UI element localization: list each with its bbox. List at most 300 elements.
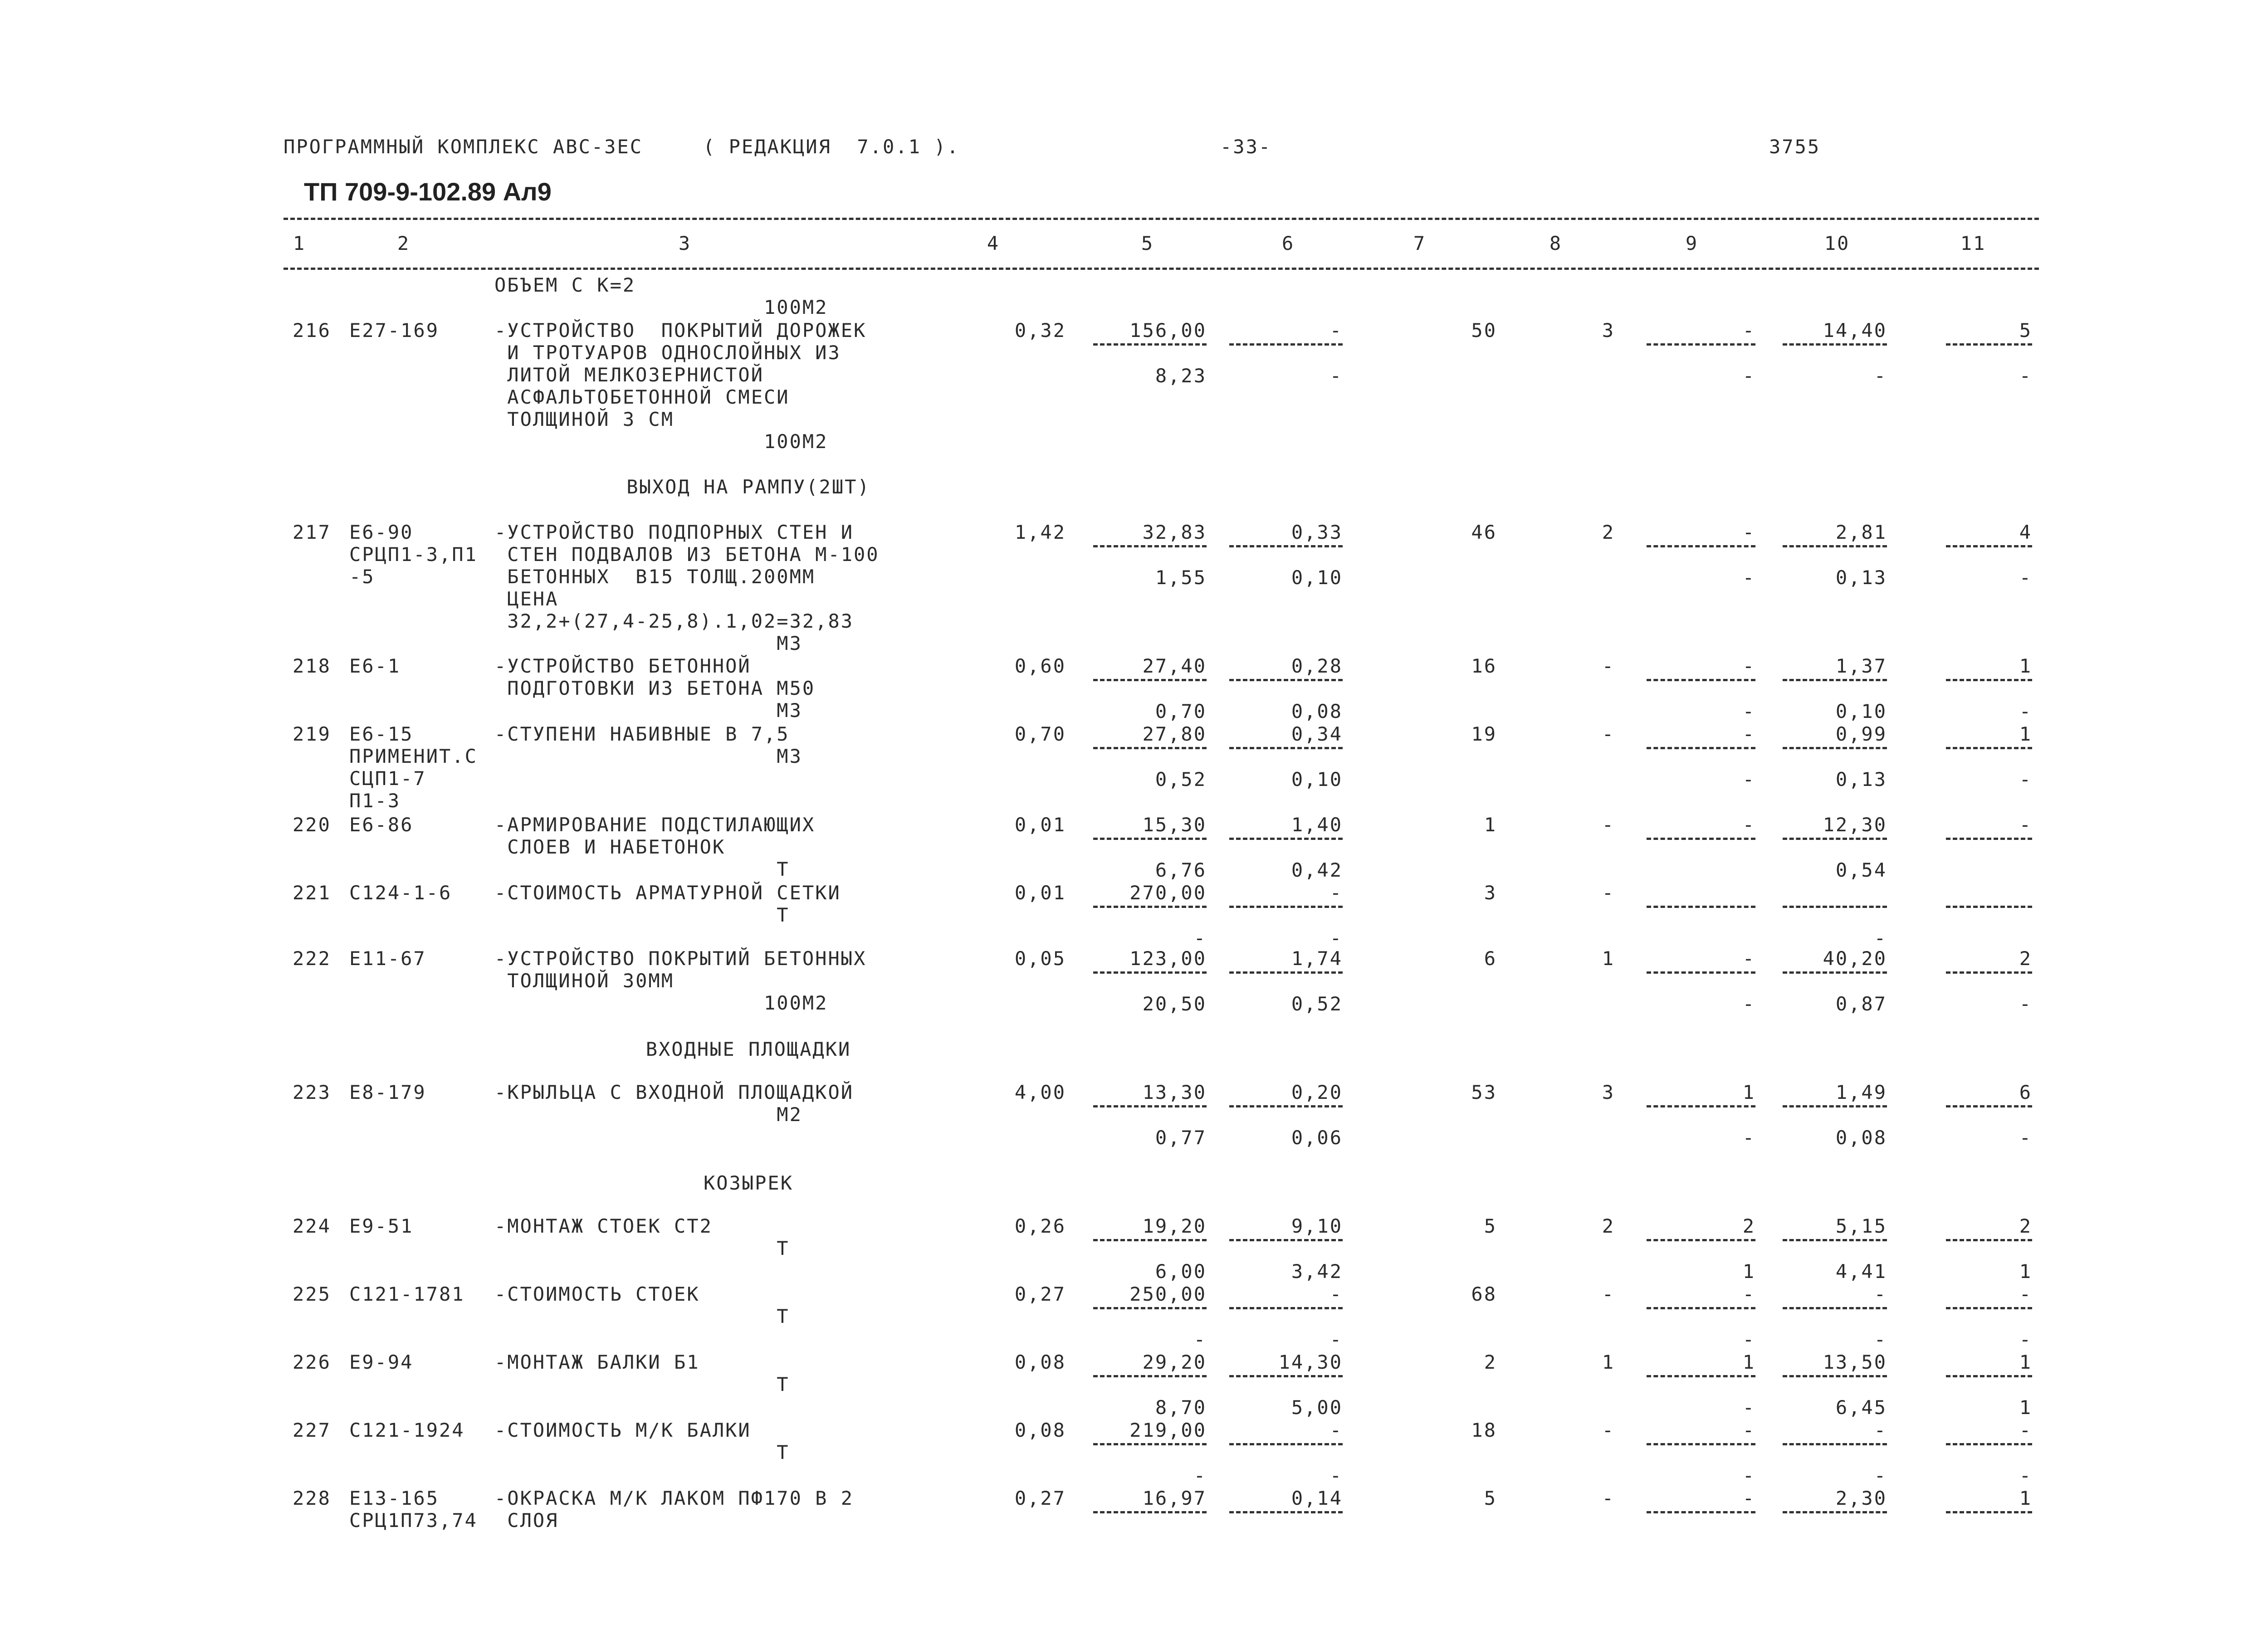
cell-c11-lower: 1 xyxy=(2019,1260,2032,1283)
cell-c5-divider xyxy=(1093,906,1207,908)
cell-c9-upper: - xyxy=(1742,814,1755,836)
item-description: ТОЛЩИНОЙ 3 СМ xyxy=(494,408,675,430)
cell-c5-upper: 32,83 xyxy=(1142,521,1207,543)
item-description: ЦЕНА xyxy=(494,588,559,610)
item-description: Т xyxy=(494,904,790,926)
cell-c6-divider xyxy=(1229,343,1343,346)
cell-c9-upper: - xyxy=(1742,1487,1755,1509)
item-code: С121-1924 xyxy=(349,1419,465,1441)
cell-c11-upper: 5 xyxy=(2019,319,2032,341)
item-code: Е6-90 xyxy=(349,521,414,543)
item-code: Е8-179 xyxy=(349,1081,426,1103)
item-description: СТЕН ПОДВАЛОВ ИЗ БЕТОНА М-100 xyxy=(494,543,880,566)
cell-c11-lower: - xyxy=(2019,566,2032,589)
cell-c6-upper: - xyxy=(1330,1419,1343,1441)
cell-c9-lower: - xyxy=(1742,768,1755,790)
row-number: 222 xyxy=(293,947,331,970)
cell-c10-divider xyxy=(1783,679,1887,681)
row-number: 220 xyxy=(293,814,331,836)
column-number-3: 3 xyxy=(678,232,692,254)
item-description: М3 xyxy=(494,699,802,722)
item-description: БЕТОННЫХ В15 ТОЛЩ.200ММ xyxy=(494,566,816,588)
cell-c6-divider xyxy=(1229,679,1343,681)
item-code: Е6-1 xyxy=(349,655,401,677)
column-number-2: 2 xyxy=(397,232,411,254)
cell-quantity: 4,00 xyxy=(1014,1081,1066,1103)
cell-quantity: 1,42 xyxy=(1014,521,1066,543)
cell-c9-lower: - xyxy=(1742,365,1755,387)
cell-c5-upper: 123,00 xyxy=(1129,947,1207,970)
cell-c9-divider xyxy=(1647,971,1755,974)
cell-c9-lower: - xyxy=(1742,1328,1755,1351)
cell-c9-divider xyxy=(1647,838,1755,840)
cell-c9-upper: - xyxy=(1742,1419,1755,1441)
cell-c6-upper: 1,74 xyxy=(1291,947,1343,970)
cell-c10-divider xyxy=(1783,1511,1887,1513)
item-code: Е9-51 xyxy=(349,1215,414,1237)
cell-c5-divider xyxy=(1093,545,1207,547)
section-heading: ВХОДНЫЕ ПЛОЩАДКИ xyxy=(645,1038,851,1060)
item-description: -УСТРОЙСТВО ПОКРЫТИЙ БЕТОННЫХ xyxy=(494,947,867,970)
cell-c11-divider xyxy=(1946,906,2032,908)
item-code: Е27-169 xyxy=(349,319,440,341)
cell-c9-lower: - xyxy=(1742,566,1755,589)
cell-c11-upper: 1 xyxy=(2019,1351,2032,1373)
cell-c6-upper: 9,10 xyxy=(1291,1215,1343,1237)
cell-c6-lower: - xyxy=(1330,1328,1343,1351)
cell-c6-divider xyxy=(1229,1105,1343,1107)
cell-c10-divider xyxy=(1783,545,1887,547)
cell-c5-lower: 8,70 xyxy=(1155,1396,1207,1419)
cell-c5-divider xyxy=(1093,838,1207,840)
cell-c10-divider xyxy=(1783,1443,1887,1445)
item-description: -СТОИМОСТЬ М/К БАЛКИ xyxy=(494,1419,751,1441)
cell-c5-divider xyxy=(1093,971,1207,974)
cell-c5-divider xyxy=(1093,747,1207,749)
row-number: 225 xyxy=(293,1283,331,1305)
cell-c6-upper: - xyxy=(1330,319,1343,341)
cell-col8: 2 xyxy=(1602,1215,1615,1237)
cell-c6-divider xyxy=(1229,545,1343,547)
cell-col8: 3 xyxy=(1602,319,1615,341)
cell-c10-lower: - xyxy=(1874,1464,1887,1487)
cell-c10-upper: 13,50 xyxy=(1823,1351,1887,1373)
cell-c5-lower: 8,23 xyxy=(1155,365,1207,387)
cell-c5-divider xyxy=(1093,1105,1207,1107)
cell-c9-lower: - xyxy=(1742,1464,1755,1487)
cell-c11-upper: 2 xyxy=(2019,947,2032,970)
row-number: 228 xyxy=(293,1487,331,1509)
row-number: 219 xyxy=(293,723,331,745)
cell-col8: - xyxy=(1602,1283,1615,1305)
item-code: С124-1-6 xyxy=(349,882,452,904)
item-code: -5 xyxy=(349,566,375,588)
cell-c11-upper: - xyxy=(2019,814,2032,836)
cell-c5-lower: 6,00 xyxy=(1155,1260,1207,1283)
item-code: Е11-67 xyxy=(349,947,426,970)
cell-c11-upper: 2 xyxy=(2019,1215,2032,1237)
cell-c5-lower: - xyxy=(1193,1328,1207,1351)
cell-c11-lower: 1 xyxy=(2019,1396,2032,1419)
cell-c5-upper: 270,00 xyxy=(1129,882,1207,904)
cell-c11-upper: 1 xyxy=(2019,723,2032,745)
item-description: -МОНТАЖ СТОЕК СТ2 xyxy=(494,1215,713,1237)
column-number-5: 5 xyxy=(1141,232,1154,254)
cell-c6-lower: - xyxy=(1330,1464,1343,1487)
column-number-7: 7 xyxy=(1413,232,1427,254)
cell-col7: 3 xyxy=(1484,882,1497,904)
cell-quantity: 0,08 xyxy=(1014,1419,1066,1441)
cell-quantity: 0,32 xyxy=(1014,319,1066,341)
item-code: С121-1781 xyxy=(349,1283,465,1305)
cell-c10-upper: 40,20 xyxy=(1823,947,1887,970)
cell-c10-lower: 0,13 xyxy=(1835,566,1887,589)
cell-c10-upper: 12,30 xyxy=(1823,814,1887,836)
cell-c5-lower: - xyxy=(1193,927,1207,949)
row-number: 218 xyxy=(293,655,331,677)
cell-c6-divider xyxy=(1229,1443,1343,1445)
cell-c10-upper: 14,40 xyxy=(1823,319,1887,341)
cell-c11-upper: 4 xyxy=(2019,521,2032,543)
cell-c9-divider xyxy=(1647,343,1755,346)
cell-c10-lower: 6,45 xyxy=(1835,1396,1887,1419)
cell-c5-upper: 27,40 xyxy=(1142,655,1207,677)
cell-c5-divider xyxy=(1093,1375,1207,1377)
cell-c11-upper: - xyxy=(2019,1283,2032,1305)
cell-c5-upper: 219,00 xyxy=(1129,1419,1207,1441)
column-number-10: 10 xyxy=(1824,232,1850,254)
section-heading: КОЗЫРЕК xyxy=(703,1172,793,1194)
cell-c9-upper: - xyxy=(1742,723,1755,745)
cell-c10-divider xyxy=(1783,343,1887,346)
column-number-1: 1 xyxy=(293,232,306,254)
cell-c10-lower: 0,87 xyxy=(1835,993,1887,1015)
row-number: 227 xyxy=(293,1419,331,1441)
item-code: Е6-86 xyxy=(349,814,414,836)
cell-c5-upper: 19,20 xyxy=(1142,1215,1207,1237)
item-description: 100М2 xyxy=(494,992,828,1014)
cell-c10-lower: 4,41 xyxy=(1835,1260,1887,1283)
cell-quantity: 0,60 xyxy=(1014,655,1066,677)
cell-c6-divider xyxy=(1229,1239,1343,1241)
cell-c10-upper: 2,81 xyxy=(1835,521,1887,543)
cell-c6-divider xyxy=(1229,747,1343,749)
cell-c6-upper: - xyxy=(1330,882,1343,904)
cell-c6-lower: 0,10 xyxy=(1291,566,1343,589)
cell-quantity: 0,26 xyxy=(1014,1215,1066,1237)
cell-c11-upper: 1 xyxy=(2019,1487,2032,1509)
item-code: СРЦ1П73,74 xyxy=(349,1509,478,1532)
cell-c9-divider xyxy=(1647,1105,1755,1107)
cell-col7: 53 xyxy=(1471,1081,1497,1103)
cell-c6-lower: 0,10 xyxy=(1291,768,1343,790)
cell-col8: - xyxy=(1602,814,1615,836)
cell-c11-lower: - xyxy=(2019,1328,2032,1351)
cell-col7: 68 xyxy=(1471,1283,1497,1305)
cell-c10-lower: - xyxy=(1874,365,1887,387)
item-description: -СТОИМОСТЬ АРМАТУРНОЙ СЕТКИ xyxy=(494,882,841,904)
cell-c6-lower: 0,08 xyxy=(1291,700,1343,722)
cell-c11-lower: - xyxy=(2019,1127,2032,1149)
row-number: 216 xyxy=(293,319,331,341)
cell-c11-divider xyxy=(1946,1511,2032,1513)
cell-c9-upper: - xyxy=(1742,521,1755,543)
cell-c5-upper: 16,97 xyxy=(1142,1487,1207,1509)
cell-c9-divider xyxy=(1647,1375,1755,1377)
cell-quantity: 0,01 xyxy=(1014,814,1066,836)
cell-c10-divider xyxy=(1783,1375,1887,1377)
cell-c9-lower: - xyxy=(1742,700,1755,722)
cell-c9-divider xyxy=(1647,1307,1755,1309)
cell-c5-upper: 15,30 xyxy=(1142,814,1207,836)
cell-c9-divider xyxy=(1647,906,1755,908)
cell-c10-upper: 1,37 xyxy=(1835,655,1887,677)
edition: ( РЕДАКЦИЯ 7.0.1 ). xyxy=(703,136,960,158)
cell-col7: 2 xyxy=(1484,1351,1497,1373)
item-code: Е13-165 xyxy=(349,1487,440,1509)
cell-c6-lower: 5,00 xyxy=(1291,1396,1343,1419)
cell-c6-lower: 0,06 xyxy=(1291,1127,1343,1149)
cell-c10-upper: 0,99 xyxy=(1835,723,1887,745)
cell-quantity: 0,27 xyxy=(1014,1283,1066,1305)
cell-col8: 2 xyxy=(1602,521,1615,543)
row-number: 224 xyxy=(293,1215,331,1237)
item-description: М3 xyxy=(494,632,802,654)
cell-c11-lower: - xyxy=(2019,365,2032,387)
cell-c5-lower: - xyxy=(1193,1464,1207,1487)
cell-c5-upper: 250,00 xyxy=(1129,1283,1207,1305)
item-description: Т xyxy=(494,1237,790,1259)
item-description: СЛОЯ xyxy=(494,1509,559,1532)
item-description: 100М2 xyxy=(494,430,828,453)
cell-c9-upper: - xyxy=(1742,1283,1755,1305)
cell-c11-divider xyxy=(1946,1105,2032,1107)
item-description: СЛОЕВ И НАБЕТОНОК xyxy=(494,836,726,858)
item-code: СЦП1-7 xyxy=(349,767,426,790)
cell-col8: - xyxy=(1602,1487,1615,1509)
cell-c10-upper: - xyxy=(1874,1419,1887,1441)
item-description: ПОДГОТОВКИ ИЗ БЕТОНА М50 xyxy=(494,677,816,699)
item-description: 100М2 xyxy=(494,296,828,318)
cell-c5-divider xyxy=(1093,1239,1207,1241)
item-code: ПРИМЕНИТ.С xyxy=(349,745,478,767)
cell-c11-lower: - xyxy=(2019,1464,2032,1487)
cell-c9-upper: 1 xyxy=(1742,1081,1755,1103)
item-code: СРЦП1-3,П1 xyxy=(349,543,478,566)
cell-c9-upper: 2 xyxy=(1742,1215,1755,1237)
item-description: АСФАЛЬТОБЕТОННОЙ СМЕСИ xyxy=(494,386,790,408)
cell-quantity: 0,08 xyxy=(1014,1351,1066,1373)
cell-quantity: 0,01 xyxy=(1014,882,1066,904)
cell-c11-divider xyxy=(1946,1443,2032,1445)
cell-c6-divider xyxy=(1229,906,1343,908)
cell-c11-lower: - xyxy=(2019,768,2032,790)
cell-c10-lower: - xyxy=(1874,1328,1887,1351)
cell-c11-divider xyxy=(1946,747,2032,749)
cell-col8: - xyxy=(1602,882,1615,904)
cell-c6-upper: 0,33 xyxy=(1291,521,1343,543)
cell-c10-divider xyxy=(1783,1239,1887,1241)
cell-c11-divider xyxy=(1946,679,2032,681)
item-description: ЛИТОЙ МЕЛКОЗЕРНИСТОЙ xyxy=(494,364,764,386)
cell-c11-upper: 6 xyxy=(2019,1081,2032,1103)
section-heading: ВЫХОД НА РАМПУ(2ШТ) xyxy=(626,476,870,498)
cell-c6-upper: 14,30 xyxy=(1278,1351,1343,1373)
cell-c6-divider xyxy=(1229,971,1343,974)
cell-c10-lower: - xyxy=(1874,927,1887,949)
cell-col8: - xyxy=(1602,1419,1615,1441)
cell-col8: 1 xyxy=(1602,947,1615,970)
cell-c11-divider xyxy=(1946,838,2032,840)
cell-c11-upper: - xyxy=(2019,1419,2032,1441)
cell-c6-upper: 1,40 xyxy=(1291,814,1343,836)
item-description: Т xyxy=(494,1441,790,1463)
cell-c6-lower: - xyxy=(1330,365,1343,387)
cell-c11-lower: - xyxy=(2019,993,2032,1015)
cell-col8: 3 xyxy=(1602,1081,1615,1103)
cell-c5-upper: 29,20 xyxy=(1142,1351,1207,1373)
cell-col7: 50 xyxy=(1471,319,1497,341)
cell-col8: - xyxy=(1602,723,1615,745)
item-description: -УСТРОЙСТВО ПОКРЫТИЙ ДОРОЖЕК xyxy=(494,319,867,341)
item-description: ОБЪЕМ С К=2 xyxy=(494,274,636,296)
item-description: -УСТРОЙСТВО БЕТОННОЙ xyxy=(494,655,751,677)
item-description: М3 xyxy=(494,745,802,767)
cell-c10-divider xyxy=(1783,1105,1887,1107)
item-description: -СТУПЕНИ НАБИВНЫЕ В 7,5 xyxy=(494,723,790,745)
cell-c11-divider xyxy=(1946,1307,2032,1309)
cell-c11-lower: - xyxy=(2019,700,2032,722)
item-description: 32,2+(27,4-25,8).1,02=32,83 xyxy=(494,610,854,632)
cell-c9-upper: 1 xyxy=(1742,1351,1755,1373)
cell-c11-divider xyxy=(1946,343,2032,346)
column-number-6: 6 xyxy=(1281,232,1295,254)
cell-col7: 6 xyxy=(1484,947,1497,970)
item-description: М2 xyxy=(494,1103,802,1126)
cell-c10-lower: 0,10 xyxy=(1835,700,1887,722)
column-number-8: 8 xyxy=(1549,232,1563,254)
cell-c6-upper: 0,20 xyxy=(1291,1081,1343,1103)
column-number-4: 4 xyxy=(987,232,1000,254)
cell-c6-divider xyxy=(1229,1375,1343,1377)
cell-c5-lower: 0,70 xyxy=(1155,700,1207,722)
cell-c10-lower: 0,08 xyxy=(1835,1127,1887,1149)
cell-c6-divider xyxy=(1229,1511,1343,1513)
item-description: Т xyxy=(494,1305,790,1327)
cell-c9-upper: - xyxy=(1742,947,1755,970)
item-description: Т xyxy=(494,1373,790,1395)
cell-c10-divider xyxy=(1783,906,1887,908)
program-name: ПРОГРАММНЫЙ КОМПЛЕКС АВС-3ЕС xyxy=(284,136,643,158)
cell-c5-lower: 6,76 xyxy=(1155,859,1207,881)
cell-c6-lower: 3,42 xyxy=(1291,1260,1343,1283)
cell-c10-upper: - xyxy=(1874,1283,1887,1305)
cell-c9-divider xyxy=(1647,1239,1755,1241)
cell-c5-upper: 27,80 xyxy=(1142,723,1207,745)
project-number-handwritten: ТП 709-9-102.89 Ал9 xyxy=(304,177,552,206)
cell-c6-upper: 0,28 xyxy=(1291,655,1343,677)
cell-col7: 1 xyxy=(1484,814,1497,836)
cell-c9-lower: 1 xyxy=(1742,1260,1755,1283)
cell-c5-lower: 20,50 xyxy=(1142,993,1207,1015)
item-description: И ТРОТУАРОВ ОДНОСЛОЙНЫХ ИЗ xyxy=(494,341,841,364)
document-code: 3755 xyxy=(1769,136,1821,158)
item-description: -МОНТАЖ БАЛКИ Б1 xyxy=(494,1351,700,1373)
cell-c10-lower: 0,54 xyxy=(1835,859,1887,881)
cell-c10-upper: 5,15 xyxy=(1835,1215,1887,1237)
cell-c5-lower: 0,52 xyxy=(1155,768,1207,790)
cell-c11-divider xyxy=(1946,1239,2032,1241)
cell-quantity: 0,27 xyxy=(1014,1487,1066,1509)
cell-c10-upper: 2,30 xyxy=(1835,1487,1887,1509)
row-number: 217 xyxy=(293,521,331,543)
column-number-11: 11 xyxy=(1960,232,1986,254)
cell-c5-divider xyxy=(1093,1511,1207,1513)
item-description: -УСТРОЙСТВО ПОДПОРНЫХ СТЕН И xyxy=(494,521,854,543)
cell-quantity: 0,70 xyxy=(1014,723,1066,745)
cell-c5-lower: 0,77 xyxy=(1155,1127,1207,1149)
cell-c5-upper: 156,00 xyxy=(1129,319,1207,341)
header-rule-bottom xyxy=(284,268,2039,270)
cell-c10-divider xyxy=(1783,747,1887,749)
cell-c5-divider xyxy=(1093,1307,1207,1309)
cell-col7: 5 xyxy=(1484,1487,1497,1509)
item-description: Т xyxy=(494,858,790,880)
cell-quantity: 0,05 xyxy=(1014,947,1066,970)
cell-c9-lower: - xyxy=(1742,1127,1755,1149)
cell-col7: 19 xyxy=(1471,723,1497,745)
cell-c9-divider xyxy=(1647,679,1755,681)
header-rule-top xyxy=(284,218,2039,220)
cell-c6-lower: 0,42 xyxy=(1291,859,1343,881)
cell-col7: 18 xyxy=(1471,1419,1497,1441)
cell-col8: 1 xyxy=(1602,1351,1615,1373)
page-number: -33- xyxy=(1220,136,1272,158)
item-description: ТОЛЩИНОЙ 30ММ xyxy=(494,970,675,992)
cell-col7: 46 xyxy=(1471,521,1497,543)
cell-c5-divider xyxy=(1093,1443,1207,1445)
item-description: -КРЫЛЬЦА С ВХОДНОЙ ПЛОЩАДКОЙ xyxy=(494,1081,854,1103)
cell-c11-divider xyxy=(1946,1375,2032,1377)
cell-c10-divider xyxy=(1783,971,1887,974)
item-code: Е6-15 xyxy=(349,723,414,745)
cell-c10-upper: 1,49 xyxy=(1835,1081,1887,1103)
cell-c10-divider xyxy=(1783,1307,1887,1309)
cell-c10-lower: 0,13 xyxy=(1835,768,1887,790)
cell-c5-divider xyxy=(1093,679,1207,681)
cell-c11-divider xyxy=(1946,971,2032,974)
cell-c5-upper: 13,30 xyxy=(1142,1081,1207,1103)
cell-c6-lower: - xyxy=(1330,927,1343,949)
row-number: 226 xyxy=(293,1351,331,1373)
row-number: 221 xyxy=(293,882,331,904)
cell-c9-divider xyxy=(1647,1511,1755,1513)
cell-c9-upper: - xyxy=(1742,319,1755,341)
item-code: П1-3 xyxy=(349,790,401,812)
cell-c10-divider xyxy=(1783,838,1887,840)
cell-c6-upper: 0,14 xyxy=(1291,1487,1343,1509)
cell-col7: 5 xyxy=(1484,1215,1497,1237)
cell-col7: 16 xyxy=(1471,655,1497,677)
column-number-9: 9 xyxy=(1685,232,1699,254)
row-number: 223 xyxy=(293,1081,331,1103)
cell-c9-divider xyxy=(1647,1443,1755,1445)
cell-c11-divider xyxy=(1946,545,2032,547)
cell-c6-upper: - xyxy=(1330,1283,1343,1305)
cell-c6-divider xyxy=(1229,1307,1343,1309)
cell-c9-divider xyxy=(1647,545,1755,547)
item-description: -АРМИРОВАНИЕ ПОДСТИЛАЮЩИХ xyxy=(494,814,816,836)
